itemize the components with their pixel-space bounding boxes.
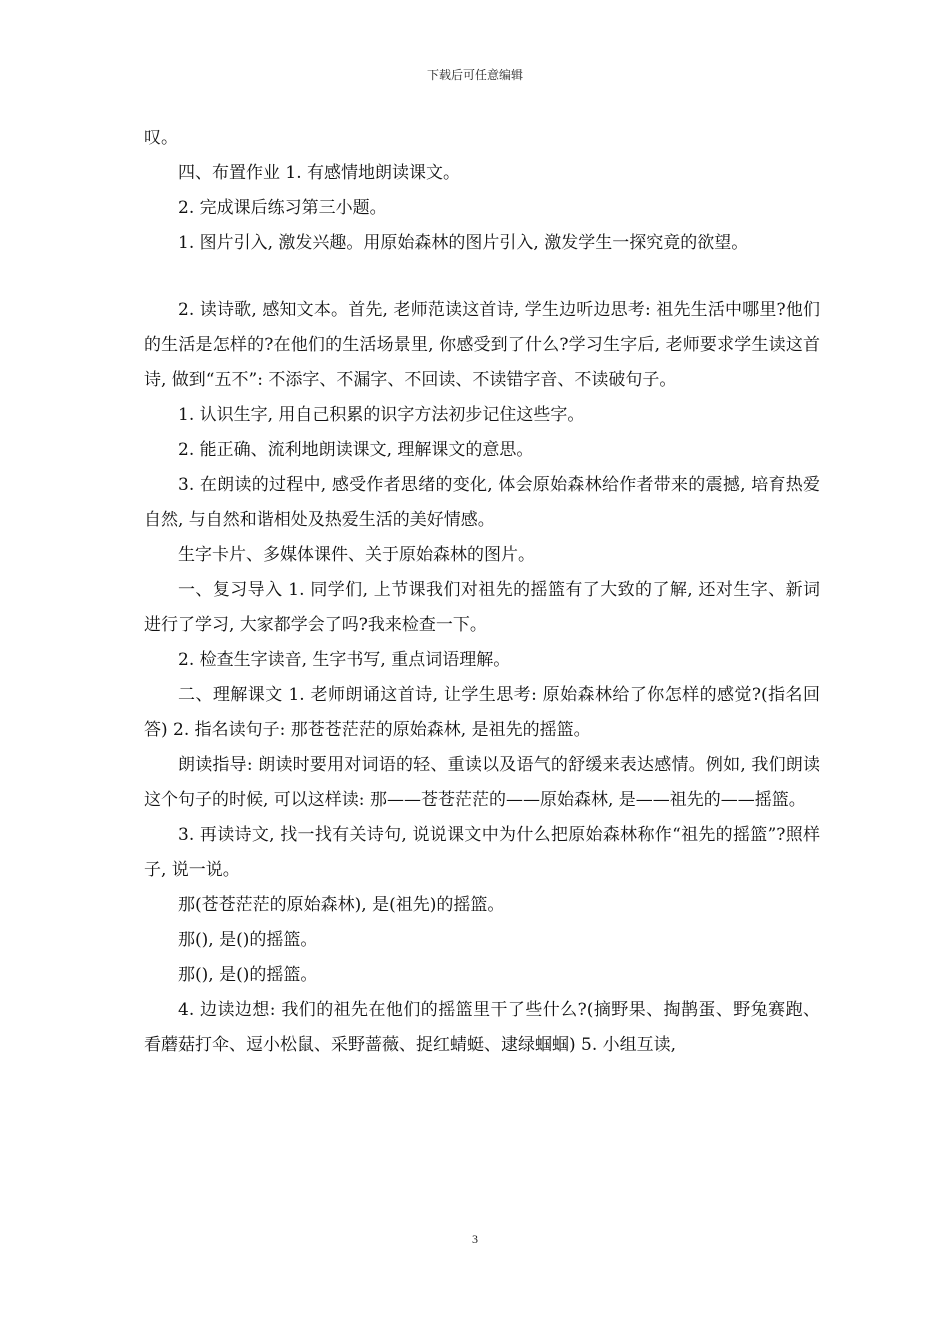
paragraph: 3. 在朗读的过程中, 感受作者思绪的变化, 体会原始森林给作者带来的震撼, 培育热爱自然, 与自然和谐相处及热爱生活的美好情感。 [144,475,820,530]
paragraph: 叹。 [144,128,178,148]
paragraph: 2. 完成课后练习第三小题。 [178,198,387,218]
paragraph: 3. 再读诗文, 找一找有关诗句, 说说课文中为什么把原始森林称作“祖先的摇篮”?照样子, 说一说。 [144,825,820,880]
paragraph: 2. 检查生字读音, 生字书写, 重点词语理解。 [178,650,511,670]
paragraph: 2. 读诗歌, 感知文本。首先, 老师范读这首诗, 学生边听边思考: 祖先生活中哪里?他们的生活是怎样的?在他们的生活场景里, 你感受到了什么?学习生字后, 老师要求学生读这首诗, 做到“五不”: 不添字、不漏字、不回读、不读错字音、不读破句子。 [144,300,820,390]
paragraph: 二、理解课文 1. 老师朗诵这首诗, 让学生思考: 原始森林给了你怎样的感觉?(指名回答) 2. 指名读句子: 那苍苍茫茫的原始森林, 是祖先的摇篮。 [144,685,820,740]
paragraph: 那(), 是()的摇篮。 [178,930,318,950]
paragraph: 生字卡片、多媒体课件、关于原始森林的图片。 [178,545,535,565]
paragraph: 1. 图片引入, 激发兴趣。用原始森林的图片引入, 激发学生一探究竟的欲望。 [178,233,749,253]
paragraph: 2. 能正确、流利地朗读课文, 理解课文的意思。 [178,440,534,460]
paragraph: 那(), 是()的摇篮。 [178,965,318,985]
paragraph: 四、布置作业 1. 有感情地朗读课文。 [178,163,461,183]
paragraph: 1. 认识生字, 用自己积累的识字方法初步记住这些字。 [178,405,585,425]
paragraph: 那(苍苍茫茫的原始森林), 是(祖先)的摇篮。 [178,895,505,915]
paragraph: 朗读指导: 朗读时要用对词语的轻、重读以及语气的舒缓来表达感情。例如, 我们朗读这个句子的时候, 可以这样读: 那——苍苍茫茫的——原始森林, 是——祖先的——摇篮。 [144,755,820,810]
paragraph: 4. 边读边想: 我们的祖先在他们的摇篮里干了些什么?(摘野果、掏鹊蛋、野兔赛跑、看蘑菇打伞、逗小松鼠、采野蔷薇、捉红蜻蜓、逮绿蝈蝈) 5. 小组互读, [144,1000,820,1055]
spacer [144,261,820,293]
document-body [144,121,820,1063]
page-header: 下载后可任意编辑 [426,68,523,82]
page-number: 3 [472,1232,478,1246]
paragraph: 一、复习导入 1. 同学们, 上节课我们对祖先的摇篮有了大致的了解, 还对生字、新词进行了学习, 大家都学会了吗?我来检查一下。 [144,580,820,635]
